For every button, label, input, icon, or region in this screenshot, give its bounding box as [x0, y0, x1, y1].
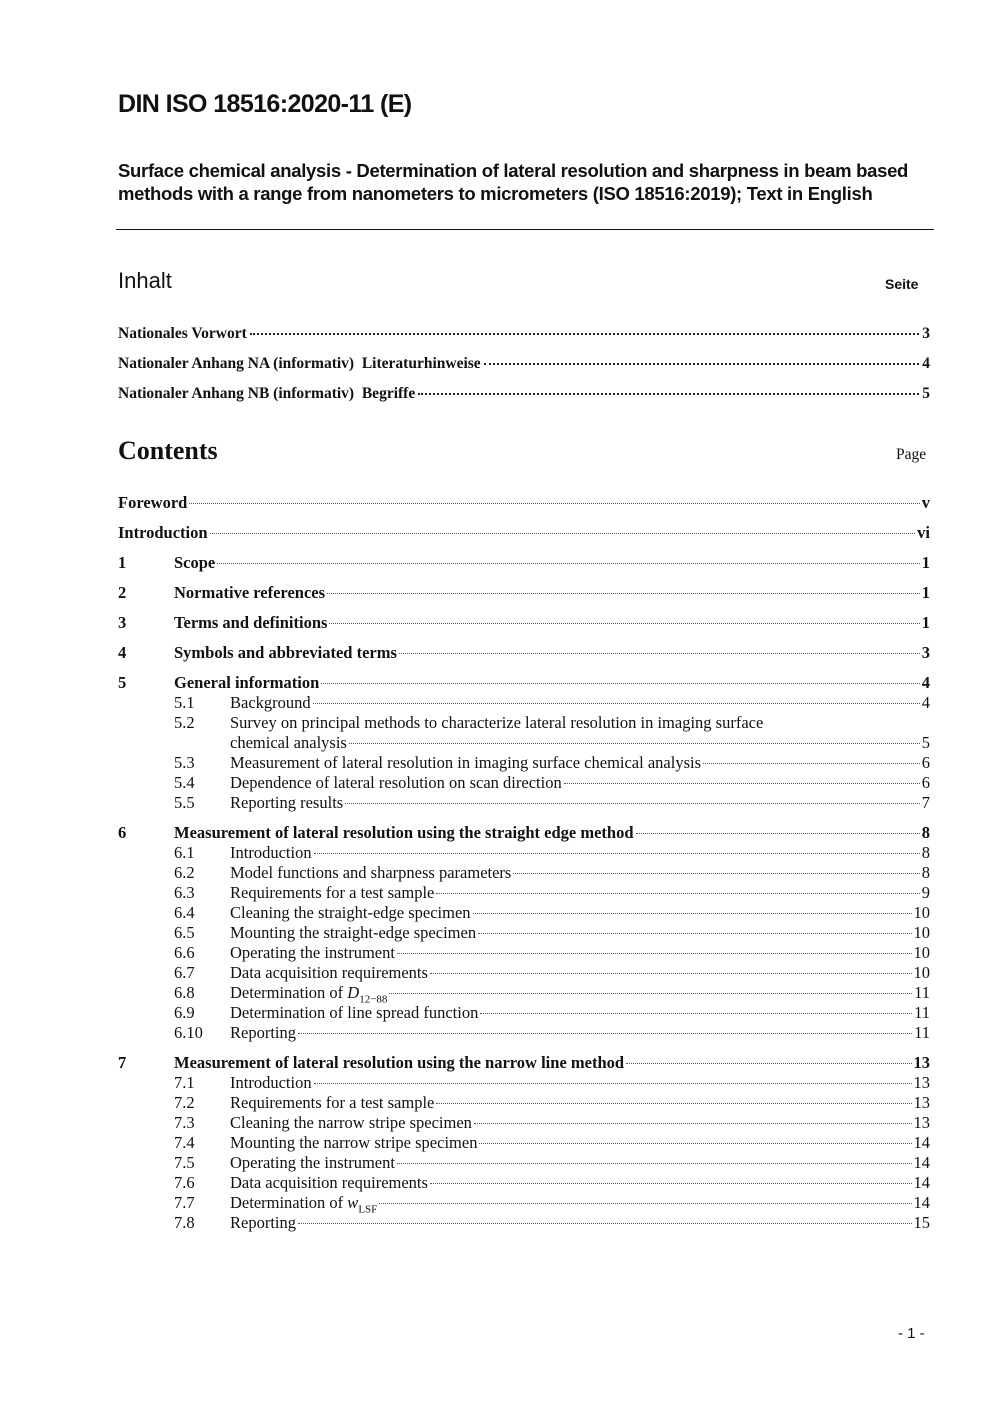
- toc-entry[interactable]: [118, 693, 930, 713]
- toc-entry-title: [174, 823, 634, 843]
- toc-entry-number: 5.4: [174, 773, 195, 792]
- toc-entry-page: 6: [921, 753, 930, 772]
- toc-entry[interactable]: [118, 1003, 930, 1023]
- toc-entry-title: [230, 1133, 477, 1153]
- toc-entry-title: [230, 883, 434, 903]
- dot-leader: [321, 683, 919, 684]
- dot-leader: [329, 623, 919, 624]
- dot-leader: [298, 1033, 912, 1034]
- dot-leader: [479, 1143, 911, 1144]
- toc-entry-number: 6.4: [174, 903, 195, 922]
- page-number: - 1 -: [898, 1325, 925, 1342]
- page-label: Page: [896, 446, 927, 463]
- toc-entry-title: [230, 753, 701, 773]
- toc-entry-title: [230, 1003, 478, 1023]
- dot-leader: [484, 363, 920, 365]
- toc-entry-number: 7.5: [174, 1153, 195, 1172]
- dot-leader: [327, 593, 920, 594]
- toc-entry[interactable]: [118, 493, 930, 513]
- toc-entry-page: 13: [913, 1093, 930, 1112]
- toc-entry-number: 6.9: [174, 1003, 195, 1022]
- toc-entry-page: 10: [913, 923, 930, 942]
- toc-entry-title: Nationales Vorwort: [118, 325, 247, 342]
- toc-entry-number: 7.3: [174, 1113, 195, 1132]
- dot-leader: [189, 503, 919, 504]
- toc-entry-number: 6: [118, 823, 127, 842]
- toc-entry-title-text: Mounting the straight-edge specimen: [230, 923, 477, 942]
- toc-entry[interactable]: [118, 1153, 930, 1173]
- toc-entry-title-text: Determination of line spread function: [230, 1003, 479, 1022]
- toc-entry-page: 5: [922, 385, 930, 402]
- toc-entry[interactable]: [118, 553, 930, 573]
- toc-entry-page: 11: [914, 1003, 930, 1022]
- toc-entry-number: 6.2: [174, 863, 195, 882]
- toc-entry-title-text: Determination of: [230, 1193, 348, 1212]
- toc-entry-page: 13: [913, 1053, 930, 1072]
- dot-leader: [345, 803, 920, 804]
- toc-entry-title: [230, 793, 343, 813]
- toc-entry-page: 1: [921, 613, 930, 632]
- dot-leader: [636, 833, 920, 834]
- toc-entry-number: 5.1: [174, 693, 195, 712]
- toc-entry-page: 3: [922, 325, 930, 342]
- toc-entry[interactable]: [118, 673, 930, 693]
- toc-entry-page: 11: [914, 983, 930, 1002]
- toc-entry[interactable]: [118, 883, 930, 903]
- toc-entry-page: 10: [913, 943, 930, 962]
- toc-entry[interactable]: [118, 1173, 930, 1193]
- toc-entry-title: [230, 773, 562, 793]
- toc-entry-title: Nationaler Anhang NA (informativ) Literaturhinweise: [118, 355, 481, 372]
- toc-entry-title-text: Model functions and sharpness parameters: [230, 863, 512, 882]
- math-variable: w: [347, 1193, 359, 1212]
- toc-entry[interactable]: [118, 903, 930, 923]
- dot-leader: [210, 533, 916, 534]
- toc-entry-number: 1: [118, 553, 127, 572]
- toc-entry[interactable]: [118, 643, 930, 663]
- toc-entry-title: [230, 1153, 395, 1173]
- toc-entry[interactable]: [118, 355, 930, 385]
- toc-entry-title-text: Introduction: [230, 843, 312, 862]
- toc-entry-number: 3: [118, 613, 127, 632]
- toc-entry[interactable]: [118, 843, 930, 863]
- toc-entry[interactable]: [118, 753, 930, 773]
- toc-entry-number: 6.5: [174, 923, 195, 942]
- toc-entry[interactable]: [118, 583, 930, 603]
- document-title: DIN ISO 18516:2020-11 (E): [118, 90, 412, 118]
- dot-leader: [314, 1083, 912, 1084]
- dot-leader: [436, 1103, 911, 1104]
- toc-entry-title-text: Measurement of lateral resolution using the narrow line method: [174, 1053, 625, 1072]
- toc-entry-page: 13: [913, 1113, 930, 1132]
- toc-entry-page: 9: [921, 883, 930, 902]
- toc-entry-page: 14: [913, 1173, 930, 1192]
- toc-entry-title-text: Operating the instrument: [230, 1153, 395, 1172]
- toc-entry-title-text: Dependence of lateral resolution on scan direction: [230, 773, 562, 792]
- toc-entry-number: 7.7: [174, 1193, 195, 1212]
- toc-entry-page: vi: [917, 523, 930, 542]
- dot-leader: [418, 393, 919, 395]
- toc-entry-number: 5: [118, 673, 127, 692]
- title-divider: [116, 229, 934, 230]
- toc-entry-page: 11: [914, 1023, 930, 1042]
- toc-entry-page: 6: [921, 773, 930, 792]
- seite-label: Seite: [885, 276, 919, 292]
- toc-entry-title-text: Operating the instrument: [230, 943, 395, 962]
- toc-entry-title: [174, 553, 215, 573]
- toc-entry-title-text: Reporting: [230, 1213, 296, 1232]
- toc-entry-title-text: Measurement of lateral resolution using the straight edge method: [174, 823, 634, 842]
- dot-leader: [430, 1183, 912, 1184]
- toc-entry-page: 8: [921, 843, 930, 862]
- dot-leader: [313, 703, 920, 704]
- toc-entry-title: [174, 673, 319, 693]
- toc-entry-number: 2: [118, 583, 127, 602]
- toc-entry-page: 10: [913, 903, 930, 922]
- toc-entry-title: [118, 523, 208, 543]
- dot-leader: [399, 653, 920, 654]
- dot-leader: [314, 853, 920, 854]
- toc-entry-title: [174, 643, 397, 663]
- document-subtitle: Surface chemical analysis - Determination of lateral resolution and sharpness in beam based methods with a range from nanometers to micrometers (ISO 18516:2019); Text in English: [118, 160, 909, 204]
- toc-entry-title-continued: chemical analysis: [230, 733, 347, 752]
- toc-entry[interactable]: [118, 1133, 930, 1153]
- dot-leader: [397, 953, 912, 954]
- dot-leader: [298, 1223, 912, 1224]
- toc-entry-title-text: Reporting results: [230, 793, 344, 812]
- toc-entry-number: 6.10: [174, 1023, 203, 1042]
- toc-entry-page: 5: [921, 733, 930, 752]
- math-variable: D: [347, 983, 360, 1002]
- toc-entry-title: [230, 903, 471, 923]
- toc-entry-title-text: Background: [230, 693, 311, 712]
- table-of-contents: [118, 483, 930, 1233]
- dot-leader: [473, 913, 912, 914]
- toc-entry-title-text: Determination of: [230, 983, 348, 1002]
- dot-leader: [474, 1123, 912, 1124]
- toc-entry[interactable]: [118, 983, 930, 1006]
- toc-entry-number: 4: [118, 643, 127, 662]
- toc-entry[interactable]: [118, 923, 930, 943]
- toc-entry[interactable]: [118, 523, 930, 543]
- toc-entry-title-text: Symbols and abbreviated terms: [174, 643, 397, 662]
- toc-entry-title: [230, 863, 511, 883]
- toc-entry-title: [174, 583, 325, 603]
- dot-leader: [389, 993, 912, 994]
- toc-entry-title: [230, 1093, 434, 1113]
- toc-entry-title-text: Reporting: [230, 1023, 296, 1042]
- toc-entry[interactable]: [118, 1093, 930, 1113]
- toc-entry-page: 10: [913, 963, 930, 982]
- toc-entry-page: 7: [921, 793, 930, 812]
- toc-entry-title-text: Cleaning the narrow stripe specimen: [230, 1113, 472, 1132]
- contents-heading: Contents: [118, 436, 218, 465]
- toc-entry-title: [230, 693, 311, 713]
- toc-entry-title: [230, 943, 395, 963]
- toc-entry-page: 8: [921, 823, 930, 842]
- toc-entry-page: 3: [921, 643, 930, 662]
- toc-entry-number: 7: [118, 1053, 127, 1072]
- toc-entry-number: 6.8: [174, 983, 195, 1002]
- toc-entry-number: 7.2: [174, 1093, 195, 1112]
- dot-leader: [564, 783, 920, 784]
- toc-entry-number: 5.5: [174, 793, 195, 812]
- toc-entry-title: [230, 843, 312, 863]
- toc-entry[interactable]: [118, 325, 930, 355]
- dot-leader: [430, 973, 912, 974]
- toc-entry[interactable]: [118, 1073, 930, 1093]
- toc-entry-title: Survey on principal methods to characterize lateral resolution in imaging surface: [230, 713, 764, 732]
- dot-leader: [397, 1163, 912, 1164]
- toc-entry-title: [230, 1213, 296, 1233]
- toc-entry-number: 6.6: [174, 943, 195, 962]
- inhalt-list: [118, 325, 930, 415]
- toc-entry[interactable]: [118, 863, 930, 883]
- toc-entry[interactable]: [118, 963, 930, 983]
- toc-entry-title-text: Data acquisition requirements: [230, 963, 428, 982]
- toc-entry[interactable]: [118, 1023, 930, 1043]
- toc-entry-page: v: [921, 493, 930, 512]
- toc-entry[interactable]: [118, 713, 930, 733]
- toc-entry-title-text: Introduction: [230, 1073, 312, 1092]
- toc-entry-title-text: Requirements for a test sample: [230, 883, 435, 902]
- toc-entry-title: [118, 493, 187, 513]
- toc-entry-number: 5.3: [174, 753, 195, 772]
- toc-entry-number: 5.2: [174, 713, 195, 732]
- math-subscript: 12−88: [359, 993, 388, 1006]
- toc-entry-title: [230, 1073, 312, 1093]
- toc-entry-title-text: Cleaning the straight-edge specimen: [230, 903, 471, 922]
- toc-entry-title-text: Normative references: [174, 583, 326, 602]
- toc-entry-page: 14: [913, 1153, 930, 1172]
- dot-leader: [217, 563, 920, 564]
- toc-entry[interactable]: [118, 385, 930, 415]
- toc-entry-title-text: Foreword: [118, 493, 188, 512]
- toc-entry-page: 14: [913, 1133, 930, 1152]
- toc-entry-title: Nationaler Anhang NB (informativ) Begriffe: [118, 385, 416, 402]
- toc-entry-title: [230, 963, 428, 983]
- toc-entry-number: 6.7: [174, 963, 195, 982]
- toc-entry[interactable]: [118, 1213, 930, 1233]
- toc-entry-title-text: Terms and definitions: [174, 613, 328, 632]
- toc-entry-title-text: Measurement of lateral resolution in imaging surface chemical analysis: [230, 753, 701, 772]
- toc-entry-page: 1: [921, 583, 930, 602]
- toc-entry[interactable]: [118, 613, 930, 633]
- dot-leader: [250, 333, 920, 335]
- toc-entry-page: 8: [921, 863, 930, 882]
- dot-leader: [703, 763, 920, 764]
- toc-entry-title-text: Introduction: [118, 523, 208, 542]
- toc-entry-title: [174, 1053, 624, 1073]
- dot-leader: [436, 893, 919, 894]
- toc-entry-page: 14: [913, 1193, 930, 1212]
- toc-entry-page: 4: [921, 673, 930, 692]
- toc-entry-number: 6.1: [174, 843, 195, 862]
- dot-leader: [626, 1063, 911, 1064]
- toc-entry-continued[interactable]: [118, 733, 930, 753]
- dot-leader: [480, 1013, 912, 1014]
- toc-entry-number: 6.3: [174, 883, 195, 902]
- dot-leader: [513, 873, 919, 874]
- toc-entry-page: 13: [913, 1073, 930, 1092]
- toc-entry[interactable]: [118, 773, 930, 793]
- toc-entry-page: 1: [921, 553, 930, 572]
- toc-entry-title-text: Data acquisition requirements: [230, 1173, 428, 1192]
- toc-entry[interactable]: [118, 793, 930, 813]
- toc-entry-page: 4: [922, 355, 930, 372]
- dot-leader: [379, 1203, 911, 1204]
- toc-entry[interactable]: [118, 1193, 930, 1216]
- toc-entry-title-text: Scope: [174, 553, 216, 572]
- toc-entry-title-text: Requirements for a test sample: [230, 1093, 435, 1112]
- toc-entry-page: 15: [913, 1213, 930, 1232]
- dot-leader: [349, 743, 920, 744]
- toc-entry-title: [230, 1173, 428, 1193]
- toc-entry-number: 7.8: [174, 1213, 195, 1232]
- toc-entry-title: [174, 613, 327, 633]
- toc-entry-number: 7.4: [174, 1133, 195, 1152]
- toc-entry-title: [230, 1113, 472, 1133]
- toc-entry[interactable]: [118, 823, 930, 843]
- toc-entry-number: 7.6: [174, 1173, 195, 1192]
- math-subscript: LSF: [358, 1203, 378, 1216]
- toc-entry-title-text: Mounting the narrow stripe specimen: [230, 1133, 478, 1152]
- toc-entry-title-text: General information: [174, 673, 320, 692]
- dot-leader: [478, 933, 911, 934]
- toc-entry[interactable]: [118, 943, 930, 963]
- toc-entry-number: 7.1: [174, 1073, 195, 1092]
- toc-entry[interactable]: [118, 1113, 930, 1133]
- inhalt-heading: Inhalt: [118, 268, 172, 293]
- toc-entry-title: [230, 1023, 296, 1043]
- toc-entry[interactable]: [118, 1053, 930, 1073]
- toc-entry-title: [230, 923, 476, 943]
- toc-entry-page: 4: [921, 693, 930, 712]
